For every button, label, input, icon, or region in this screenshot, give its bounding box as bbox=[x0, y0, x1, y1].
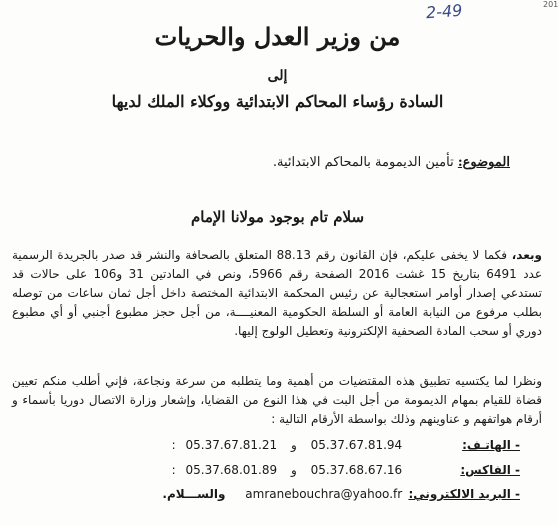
fax-row bbox=[172, 463, 520, 477]
paragraph-1-text: فكما لا يخفى عليكم، فإن القانون رقم 88.13 المتعلق بالصحافة والنشر قد صدر بالجريدة الرسمية عدد 6491 بتاريخ 15 غشت 2016 الصفحة رقم 5966، ونص في المادتين 31 و106 على حالات قد تستدعي إصدار أوامر استعجالية عن رئيس المحكمة الابتدائية المختصة داخل أجل ثمان ساعات من توصله بطلب مرفوع من النيابة العامة أو السلطة الحكومية المعنيــــة، من أجل حجز مطبوع أجنبي أو أي مطبوع دوري أو سحب المادة الصحفية الإلكترونية وتعطيل الولوج إليها. bbox=[12, 248, 543, 338]
paragraph-1-lead: وبعد، bbox=[511, 248, 542, 262]
fax-number: 05.37.68.67.16 bbox=[310, 463, 403, 477]
fax-and: و bbox=[290, 463, 297, 477]
to-label: إلى bbox=[267, 68, 288, 84]
subject-label: الموضوع: bbox=[457, 155, 510, 170]
recipients: السادة رؤساء المحاكم الابتدائية ووكلاء الملك لديها bbox=[111, 92, 444, 111]
salutation: سلام تام بوجود مولانا الإمام bbox=[190, 208, 365, 226]
corner-mark: 201 bbox=[543, 0, 558, 9]
handwritten-annotation: 2-49 bbox=[425, 0, 463, 23]
subject-text: تأمين الديمومة بالمحاكم الابتدائية. bbox=[272, 155, 454, 170]
paragraph-2: ونظرا لما يكتسيه تطبيق هذه المقتضيات من أهمية وما يتطلبه من سرعة ونجاعة، فإني أطلب منكم تعيين قضاة للقيام بمهام الديمومة من أجل البت في هذا النوع من القضايا، وإشعار وزارة الاتصال دوريا بأسماء و أرقام هواتفهم و عناوينهم وذلك بواسطة الأرقام التالية : bbox=[12, 374, 542, 426]
phone-number-2: 05.37.67.81.21 bbox=[185, 438, 278, 452]
phone-and: و bbox=[290, 438, 297, 452]
sender-title: من وزير العدل والحريات bbox=[154, 22, 401, 51]
email-label: - البريد الالكتروني: bbox=[408, 487, 520, 501]
paragraph-1 bbox=[12, 246, 542, 341]
phone-row bbox=[172, 438, 520, 452]
colon: : bbox=[171, 463, 176, 477]
email-row bbox=[162, 487, 520, 501]
colon: : bbox=[171, 438, 176, 452]
phone-label: - الهاتـف: bbox=[462, 438, 520, 452]
email-address: amranebouchra@yahoo.fr bbox=[245, 487, 403, 501]
subject-line bbox=[273, 155, 510, 170]
phone-number-3: 05.37.68.01.89 bbox=[185, 463, 278, 477]
phone-number-1: 05.37.67.81.94 bbox=[310, 438, 403, 452]
fax-label: - الفاكس: bbox=[460, 463, 520, 477]
closing: والســـلام. bbox=[162, 487, 226, 501]
